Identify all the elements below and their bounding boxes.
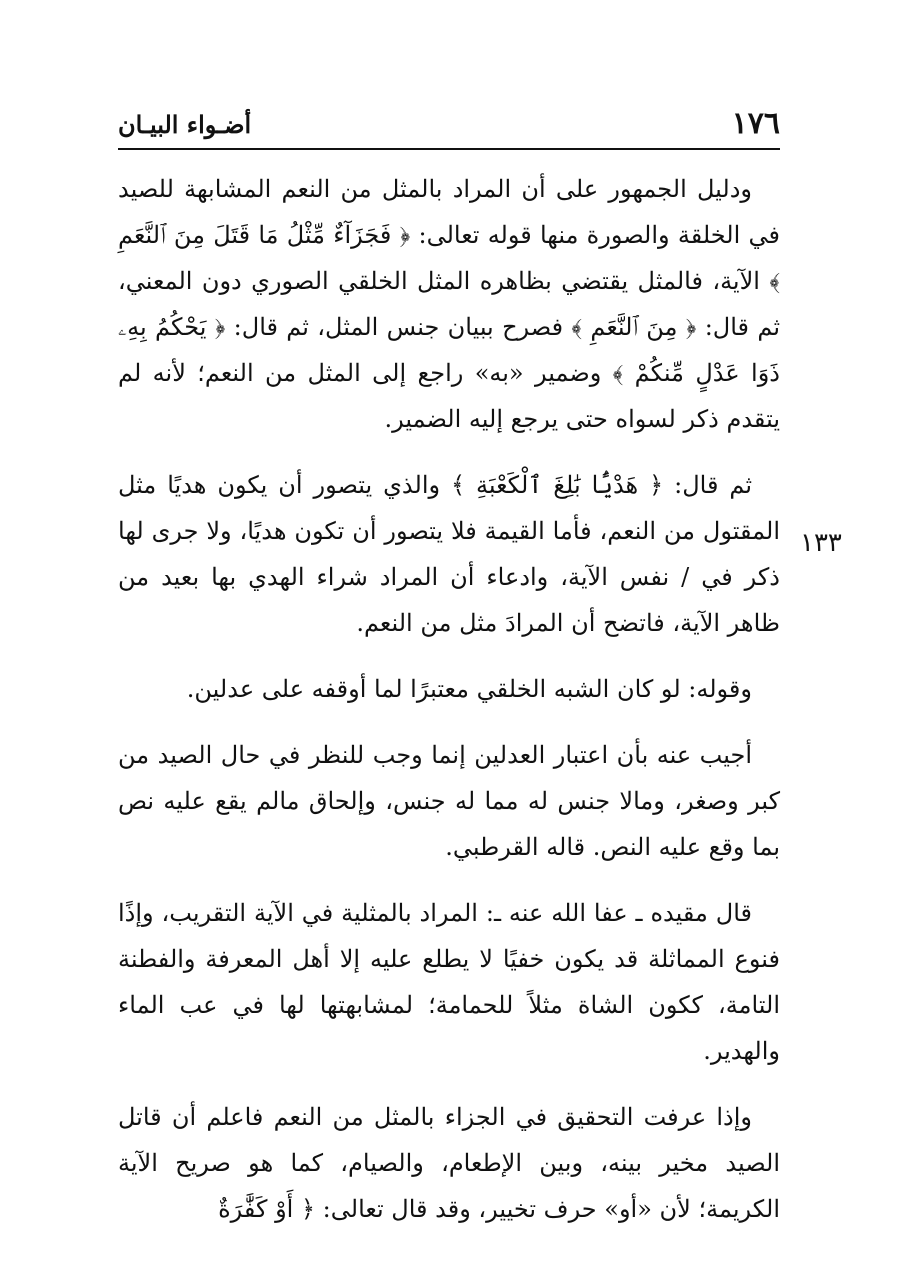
- page-number: ١٧٦: [731, 106, 780, 141]
- margin-page-reference: ١٣٣: [800, 528, 842, 558]
- paragraph-choice: وإذا عرفت التحقيق في الجزاء بالمثل من النعم فاعلم أن قاتل الصيد مخير بينه، وبين الإطعام، والصيام، كما هو صريح الآية الكريمة؛ لأن «أو» حرف تخيير، وقد قال تعالى: ﴿ أَوْ كَفَّٰرَةٌ: [118, 1103, 780, 1223]
- paragraph-evidence: ودليل الجمهور على أن المراد بالمثل من النعم المشابهة للصيد في الخلقة والصورة منها قوله تعالى: ﴿ فَجَزَآءٌ مِّثْلُ مَا قَتَلَ مِنَ ٱلنَّعَمِ ﴾ الآية، فالمثل يقتضي بظاهره المثل الخلقي الصوري دون المعني، ثم قال: ﴿ مِنَ ٱلنَّعَمِ ﴾ فصرح ببيان جنس المثل، ثم قال: ﴿ يَحْكُمُ بِهِۦ ذَوَا عَدْلٍ مِّنكُمْ ﴾ وضمير «به» راجع إلى المثل من النعم؛ لأنه لم يتقدم ذكر لسواه حتى يرجع إليه الضمير.: [118, 175, 780, 433]
- book-title: أضـواء البيـان: [118, 110, 252, 139]
- paragraph-objection: وقوله: لو كان الشبه الخلقي معتبرًا لما أوقفه على عدلين.: [186, 675, 752, 703]
- paragraph-answer: أجيب عنه بأن اعتبار العدلين إنما وجب للنظر في حال الصيد من كبر وصغر، ومالا جنس له مما له جنس، وإلحاق مالم يقع عليه نص بما وقع عليه النص. قاله القرطبي.: [118, 741, 780, 861]
- paragraph-author-note: قال مقيده ـ عفا الله عنه ـ: المراد بالمثلية في الآية التقريب، وإذًا فنوع المماثلة قد يكون خفيًا لا يطلع عليه إلا أهل المعرفة والفطنة التامة، ككون الشاة مثلاً للحمامة؛ لمشابهتها لها في عب الماء والهدير.: [118, 899, 780, 1065]
- paragraph-hady: ثم قال: ﴿ هَدْيًۢا بَٰلِغَ ٱلْكَعْبَةِ ﴾ والذي يتصور أن يكون هديًا مثل المقتول من النعم، فأما القيمة فلا يتصور أن تكون هديًا، ولا جرى لها ذكر في / نفس الآية، وادعاء أن المراد شراء الهدي بها بعيد من ظاهر الآية، فاتضح أن المرادَ مثل من النعم.: [118, 471, 780, 637]
- page-header: [118, 100, 780, 150]
- page-body: [118, 166, 780, 1250]
